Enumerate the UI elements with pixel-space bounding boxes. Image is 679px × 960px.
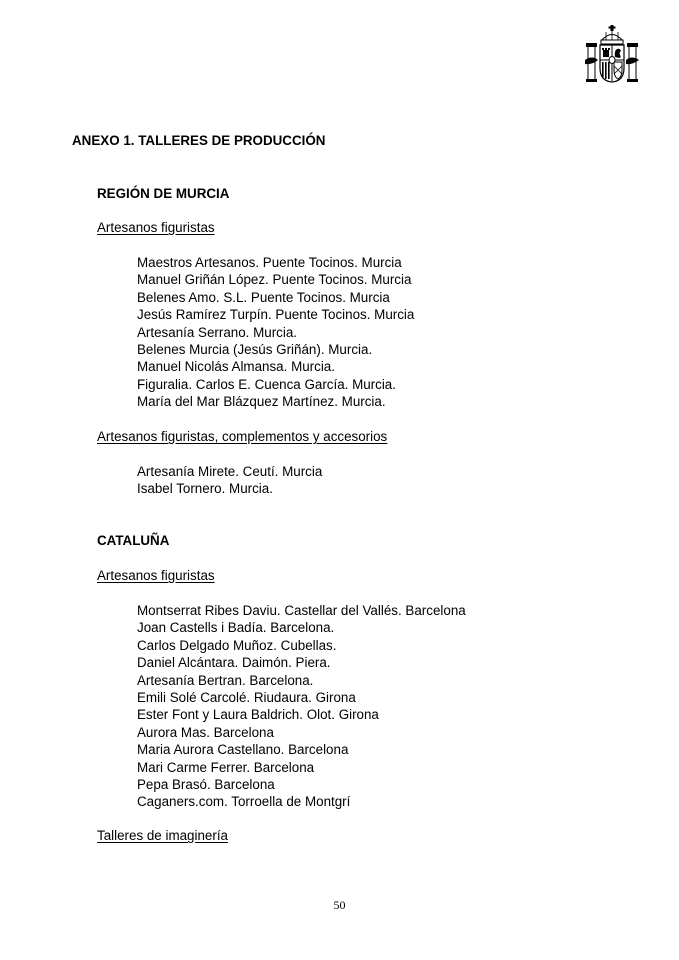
list-item: Ester Font y Laura Baldrich. Olot. Girona [137,707,379,723]
workshop-list [137,463,322,498]
list-item: Figuralia. Carlos E. Cuenca García. Murcia. [137,376,396,392]
list-item: Belenes Amo. S.L. Puente Tocinos. Murcia [137,289,390,305]
list-item: Emili Solé Carcolé. Riudaura. Girona [137,690,356,706]
list-item: Carlos Delgado Muñoz. Cubellas. [137,637,337,653]
list-item: Manuel Nicolás Almansa. Murcia. [137,359,335,375]
list-item: Maestros Artesanos. Puente Tocinos. Murcia [137,255,402,270]
list-item: Isabel Tornero. Murcia. [137,481,273,497]
list-item: Joan Castells i Badía. Barcelona. [137,620,335,636]
list-item: Mari Carme Ferrer. Barcelona [137,759,315,775]
page-number: 50 [333,898,346,912]
list-item: Artesanía Mirete. Ceutí. Murcia [137,464,323,479]
list-item: Caganers.com. Torroella de Montgrí [137,794,351,810]
group-heading: Artesanos figuristas [97,568,215,583]
group-heading: Talleres de imaginería [97,828,228,843]
list-item: Belenes Murcia (Jesús Griñán). Murcia. [137,342,373,358]
list-item: Artesanía Serrano. Murcia. [137,324,298,340]
coat-of-arms-icon [584,24,640,84]
list-item: Manuel Griñán López. Puente Tocinos. Murcia [137,272,412,288]
annex-title: ANEXO 1. TALLERES DE PRODUCCIÓN [72,133,326,148]
workshop-list [137,254,414,411]
region-heading-cataluna: CATALUÑA [97,533,170,548]
list-item: Artesanía Bertran. Barcelona. [137,672,314,688]
list-item: Maria Aurora Castellano. Barcelona [137,742,349,758]
region-heading-murcia: REGIÓN DE MURCIA [97,186,230,201]
workshop-list [137,602,466,811]
list-item: Aurora Mas. Barcelona [137,724,274,740]
group-heading: Artesanos figuristas, complementos y accesorios [97,429,388,444]
list-item: Daniel Alcántara. Daimón. Piera. [137,655,331,671]
group-heading: Artesanos figuristas [97,220,215,235]
list-item: Jesús Ramírez Turpín. Puente Tocinos. Murcia [137,307,415,323]
list-item: Pepa Brasó. Barcelona [137,777,275,793]
list-item: María del Mar Blázquez Martínez. Murcia. [137,394,386,410]
list-item: Montserrat Ribes Daviu. Castellar del Vallés. Barcelona [137,603,466,618]
